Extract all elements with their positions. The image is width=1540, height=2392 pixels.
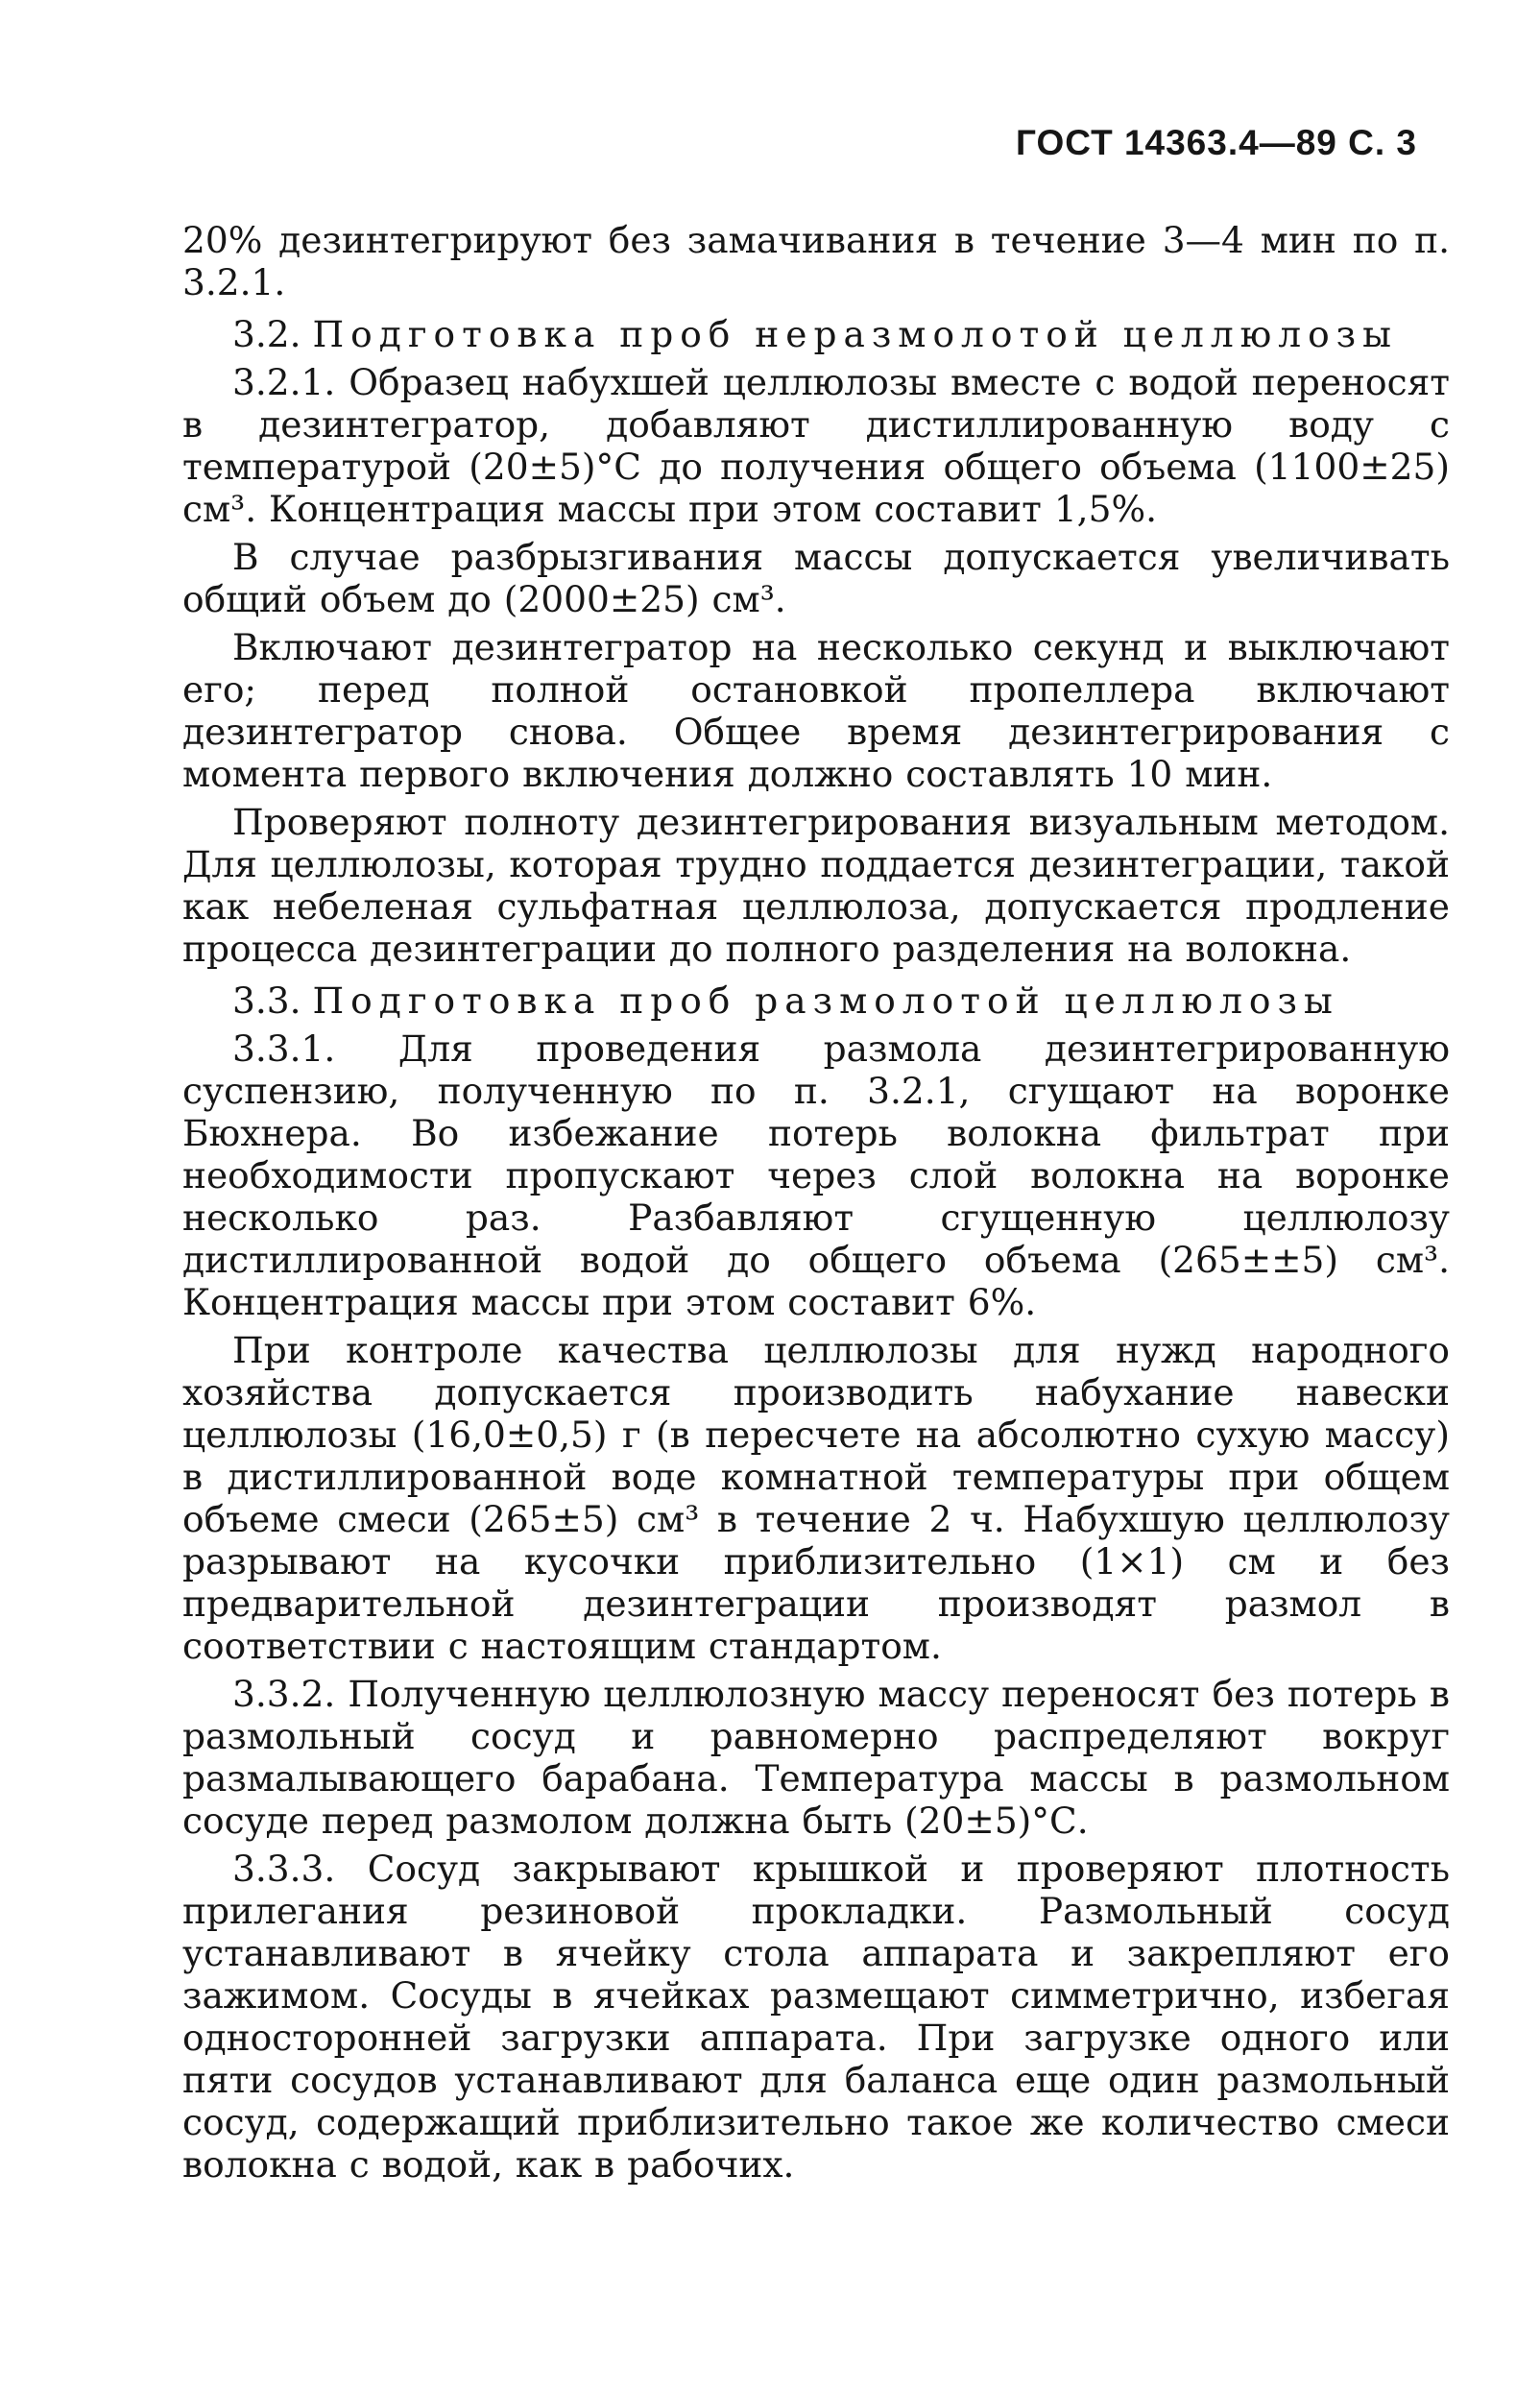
paragraph-check: Проверяют полноту дезинтегрирования визуальным методом. Для целлюлозы, которая трудно поддается дезинтеграции, такой как небеленая сульфатная целлюлоза, допускается продление процесса дезинтеграции до полного разделения на волокна.	[182, 801, 1450, 970]
section-number: 3.3.	[232, 979, 301, 1022]
running-header: ГОСТ 14363.4—89 С. 3	[1016, 123, 1417, 162]
section-heading-3-2	[182, 313, 1450, 355]
paragraph-3-3-3: 3.3.3. Сосуд закрывают крышкой и проверяют плотность прилегания резиновой прокладки. Размольный сосуд устанавливают в ячейку стола аппарата и закрепляют его зажимом. Сосуды в ячейках размещают симметрично, избегая односторонней загрузки аппарата. При загрузке одного или пяти сосудов устанавливают для баланса еще один размольный сосуд, содержащий приблизительно такое же количество смеси волокна с водой, как в рабочих.	[182, 1848, 1450, 2186]
paragraph-splashing: В случае разбрызгивания массы допускается увеличивать общий объем до (2000±25) см³.	[182, 536, 1450, 620]
section-title: Подготовка проб размолотой целлюлозы	[312, 979, 1339, 1022]
paragraph-continuation: 20% дезинтегрируют без замачивания в течение 3—4 мин по п. 3.2.1.	[182, 219, 1450, 303]
page-body	[182, 219, 1450, 2191]
paragraph-3-3-1: 3.3.1. Для проведения размола дезинтегрированную суспензию, полученную по п. 3.2.1, сгущают на воронке Бюхнера. Во избежание потерь волокна фильтрат при необходимости пропускают через слой волокна на воронке несколько раз. Разбавляют сгущенную целлюлозу дистиллированной водой до общего объема (265±±5) см³. Концентрация массы при этом составит 6%.	[182, 1027, 1450, 1323]
paragraph-disintegrator: Включают дезинтегратор на несколько секунд и выключают его; перед полной остановкой пропеллера включают дезинтегратор снова. Общее время дезинтегрирования с момента первого включения должно составлять 10 мин.	[182, 626, 1450, 795]
paragraph-3-3-2: 3.3.2. Полученную целлюлозную массу переносят без потерь в размольный сосуд и равномерно распределяют вокруг размалывающего барабана. Температура массы в размольном сосуде перед размолом должна быть (20±5)°С.	[182, 1673, 1450, 1842]
section-title: Подготовка проб неразмолотой целлюлозы	[312, 313, 1398, 355]
paragraph-3-2-1: 3.2.1. Образец набухшей целлюлозы вместе с водой переносят в дезинтегратор, добавляют дистиллированную воду с температурой (20±5)°С до получения общего объема (1100±25) см³. Концентрация массы при этом составит 1,5%.	[182, 361, 1450, 530]
paragraph-quality-control: При контроле качества целлюлозы для нужд народного хозяйства допускается производить набухание навески целлюлозы (16,0±0,5) г (в пересчете на абсолютно сухую массу) в дистиллированной воде комнатной температуры при общем объеме смеси (265±5) см³ в течение 2 ч. Набухшую целлюлозу разрывают на кусочки приблизительно (1×1) см и без предварительной дезинтеграции производят размол в соответствии с настоящим стандартом.	[182, 1329, 1450, 1667]
section-number: 3.2.	[232, 313, 301, 355]
section-heading-3-3	[182, 979, 1450, 1022]
